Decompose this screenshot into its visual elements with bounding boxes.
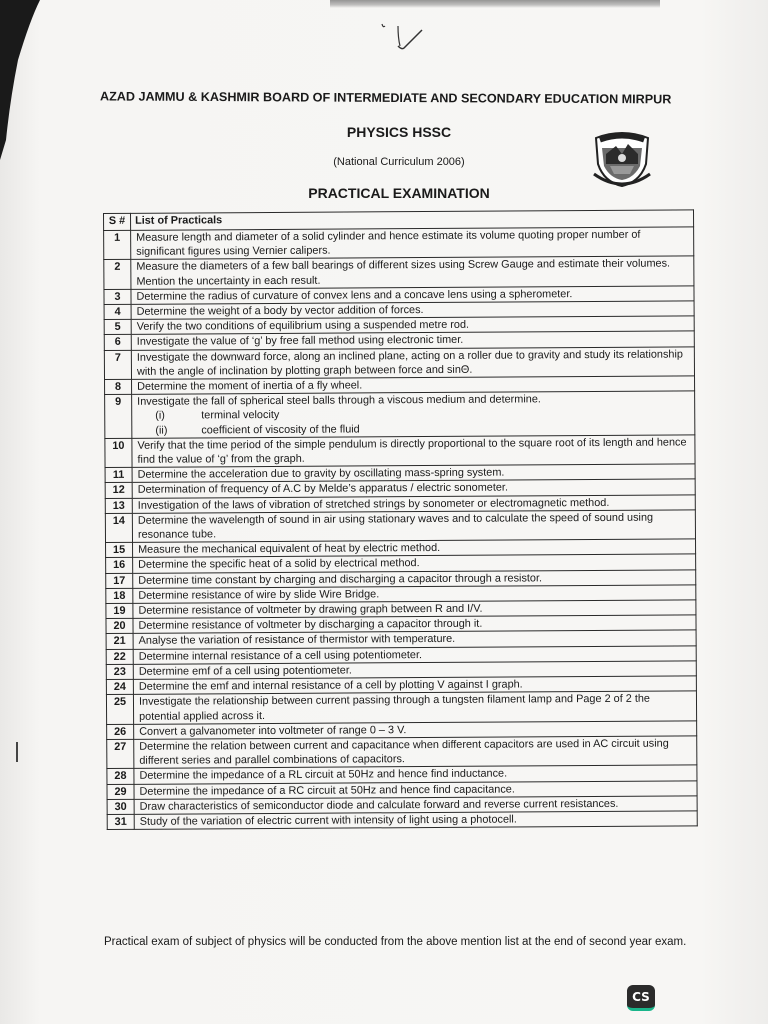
row-number: 21: [106, 634, 133, 649]
practical-description: Determine the weight of a body by vector addition of forces.: [136, 304, 424, 318]
row-number: 23: [106, 664, 133, 679]
table-row: [105, 510, 695, 543]
practical-description: Investigate the fall of spherical steel balls through a viscous medium and determine.: [137, 393, 541, 409]
row-number: 1: [104, 230, 131, 260]
table-row: [105, 391, 695, 438]
practical-description-cell: [131, 227, 694, 260]
table-row: [104, 256, 694, 289]
row-number: 18: [106, 588, 133, 603]
practical-description: Convert a galvanometer into voltmeter of range 0 – 3 V.: [139, 723, 407, 738]
board-name: AZAD JAMMU & KASHMIR BOARD OF INTERMEDIATE AND SECONDARY EDUCATION MIRPUR: [99, 89, 672, 107]
practical-description: Measure length and diameter of a solid cylinder and hence estimate its volume quoting proper number of significant figures using Vernier calipers.: [136, 228, 641, 259]
table-row: [105, 435, 695, 468]
practicals-table-container: [103, 209, 698, 830]
practical-description: Analyse the variation of resistance of thermistor with temperature.: [138, 633, 456, 648]
board-crest-logo: [590, 124, 654, 190]
col-header-list: List of Practicals: [131, 210, 694, 230]
row-number: 2: [104, 260, 131, 290]
row-number: 26: [107, 724, 134, 739]
row-number: 15: [106, 543, 133, 558]
practical-description-cell: [132, 435, 695, 468]
practical-description-cell: [134, 811, 697, 830]
curriculum-label: (National Curriculum 2006): [333, 156, 465, 168]
practical-description: Investigation of the laws of vibration of stretched strings by sonometer or electromagnetic method.: [137, 496, 610, 512]
margin-mark: [16, 742, 18, 762]
practical-description: Determine resistance of voltmeter by drawing graph between R and I/V.: [138, 602, 483, 617]
practical-description: Investigate the downward force, along an inclined plane, acting on a roller due to gravity and study its relationship with the angle of inclination by plotting graph between force and sinΘ.: [136, 348, 683, 378]
top-edge-shadow: [330, 0, 660, 8]
table-row: [104, 227, 694, 260]
row-number: 19: [106, 603, 133, 618]
row-number: 6: [104, 335, 131, 350]
practical-description: Investigate the relationship between current passing through a tungsten filament lamp and Page 2 of 2 the potential applied across it.: [138, 692, 650, 723]
sub-item-number: (ii): [155, 424, 168, 437]
practical-description-cell: [132, 510, 695, 543]
row-number: 27: [107, 739, 134, 769]
table-row: [107, 736, 697, 769]
exam-title: PRACTICAL EXAMINATION: [308, 185, 490, 201]
footer-note: Practical exam of subject of physics will be conducted from the above mention list at the end of second year exam.: [104, 936, 687, 948]
practical-description: Determine the impedance of a RC circuit at 50Hz and hence find capacitance.: [139, 783, 515, 798]
row-number: 5: [104, 320, 131, 335]
row-number: 14: [105, 513, 132, 543]
row-number: 24: [106, 679, 133, 694]
row-number: 16: [106, 558, 133, 573]
page-corner-shadow: [0, 0, 40, 200]
practical-description-cell: [133, 691, 696, 724]
row-number: 10: [105, 438, 132, 468]
practical-description: Verify the two conditions of equilibrium using a suspended metre rod.: [136, 318, 470, 334]
practical-description: Determine time constant by charging and discharging a capacitor through a resistor.: [138, 571, 543, 587]
row-number: 31: [107, 814, 134, 829]
practicals-table: [103, 209, 698, 830]
table-row: [106, 691, 696, 724]
practical-description: Measure the diameters of a few ball bearings of different sizes using Screw Gauge and estimate their volumes. Mention the uncertainty in each result.: [136, 257, 671, 288]
practical-description: Determine internal resistance of a cell using potentiometer.: [138, 648, 423, 663]
practical-description: Determine the acceleration due to gravity by oscillating mass-spring system.: [137, 466, 505, 482]
row-number: 8: [105, 379, 132, 394]
practical-description: Determine the relation between current and capacitance when different capacitors are used in AC circuit using different series and parallel combinations of capacitors.: [139, 737, 669, 767]
row-number: 9: [105, 395, 132, 439]
practical-description: Study of the variation of electric current with intensity of light using a photocell.: [139, 813, 517, 828]
practical-description: Determine the moment of inertia of a fly wheel.: [137, 379, 363, 393]
row-number: 22: [106, 649, 133, 664]
practical-description: Determination of frequency of A.C by Melde’s apparatus / electric sonometer.: [137, 481, 509, 497]
row-number: 11: [105, 468, 132, 483]
practical-description: Determine the impedance of a RL circuit at 50Hz and hence find inductance.: [139, 767, 508, 783]
row-number: 28: [107, 769, 134, 784]
sub-item-number: (i): [155, 410, 165, 423]
practical-description-cell: [134, 736, 697, 769]
camscanner-badge-icon: CS: [627, 985, 655, 1011]
col-header-sno: S #: [104, 213, 131, 230]
practical-description: Determine resistance of voltmeter by discharging a capacitor through it.: [138, 617, 483, 633]
row-number: 30: [107, 799, 134, 814]
row-number: 20: [106, 619, 133, 634]
practical-description: Draw characteristics of semiconductor diode and calculate forward and reverse current resistances.: [139, 797, 619, 813]
row-number: 12: [105, 483, 132, 498]
practical-description: Determine the emf and internal resistance of a cell by plotting V against I graph.: [138, 678, 523, 693]
row-number: 17: [106, 573, 133, 588]
practical-description-cell: [131, 256, 694, 289]
practical-description: Determine the specific heat of a solid by electrical method.: [138, 557, 420, 572]
subject-title: PHYSICS HSSC: [346, 124, 452, 140]
practical-description: Determine emf of a cell using potentiometer.: [138, 664, 352, 678]
practical-description: Determine resistance of wire by slide Wire Bridge.: [138, 588, 380, 602]
row-number: 29: [107, 784, 134, 799]
sub-item-text: terminal velocity: [201, 409, 280, 422]
table-row: [104, 347, 694, 380]
practical-description: Measure the mechanical equivalent of heat by electric method.: [138, 542, 441, 557]
row-number: 25: [106, 695, 133, 725]
practical-description: Verify that the time period of the simple pendulum is directly proportional to the square root of its length and hence find the value of ‘g’ from the graph.: [137, 436, 687, 466]
practical-description-cell: [132, 391, 695, 438]
practical-description: Investigate the value of ‘g’ by free fall method using electronic timer.: [136, 334, 464, 349]
row-number: 7: [104, 350, 131, 380]
row-number: 4: [104, 304, 131, 319]
handwritten-tick-mark: [376, 16, 426, 56]
practical-description-cell: [131, 347, 694, 380]
row-number: 3: [104, 289, 131, 304]
practical-description: Determine the radius of curvature of convex lens and a concave lens using a spherometer.: [136, 287, 573, 303]
sub-item-text: coefficient of viscosity of the fluid: [201, 423, 360, 437]
table-row: [107, 811, 697, 830]
row-number: 13: [105, 498, 132, 513]
practical-description: Determine the wavelength of sound in air using stationary waves and to calculate the speed of sound using resonance tube.: [137, 511, 654, 541]
